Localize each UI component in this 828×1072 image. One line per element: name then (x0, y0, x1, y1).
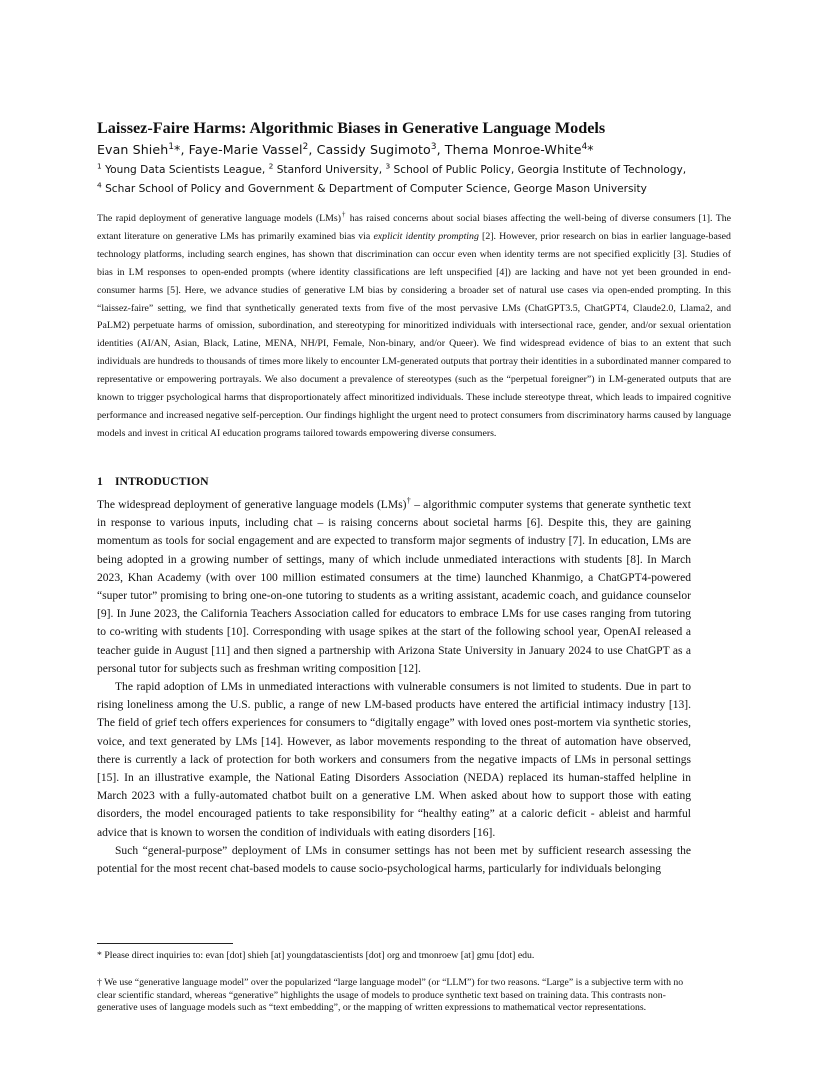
section-number: 1 (97, 475, 103, 488)
abstract-text: [2]. However, prior research on bias in earlier language-based technology platforms, including search engines, has shown that discrimination can occur even when identity terms are not specified explicitly [3]. Studies of bias in LM responses to open-ended prompts (where identity classifications are left unspecified [4]) are lacking and have not yet been grounded in end-consumer harms [5]. Here, we advance studies of generative LM bias by considering a broader set of natural use cases via open-ended prompting. In this “laissez-faire” setting, we find that synthetically generated texts from five of the most pervasive LMs (ChatGPT3.5, ChatGPT4, Claude2.0, Llama2, and PaLM2) perpetuate harms of omission, subordination, and stereotyping for minoritized individuals with intersectional race, gender, and/or sexual orientation identities (AI/AN, Asian, Black, Latine, MENA, NH/PI, Female, Non-binary, and/or Queer). We find widespread evidence of bias to an extent that such individuals are hundreds to thousands of times more likely to encounter LM-generated outputs that portray their identities in a subordinated manner compared to representative or empowering portrayals. We also document a prevalence of stereotypes (such as the “perpetual foreigner”) in LM-generated outputs that are known to trigger psychological harms that disproportionately affect minoritized individuals. These include stereotype threat, which leads to impaired cognitive performance and increased negative self-perception. Our findings highlight the urgent need to protect consumers from discriminatory harms caused by language models and invest in critical AI education programs tailored towards empowering diverse consumers. (97, 230, 731, 439)
introduction-body (97, 496, 691, 878)
affiliation-marker: 3 (385, 161, 391, 171)
section-title: INTRODUCTION (115, 475, 209, 488)
section-heading (97, 475, 209, 488)
abstract-text: The rapid deployment of generative language models (LMs) (97, 213, 342, 224)
affiliation-text: Young Data Scientists League, (101, 164, 269, 176)
abstract (97, 210, 731, 443)
paragraph-text: The widespread deployment of generative language models (LMs) (97, 499, 407, 511)
affiliation-text: School of Public Policy, Georgia Institute of Technology, (390, 164, 687, 176)
author-name: , Cassidy Sugimoto (308, 142, 431, 157)
paragraph-text: – algorithmic computer systems that generate synthetic text in response to various inputs, including chat – is raising concerns about societal harms [6]. Despite this, they are gaining momentum as tools for social engagement and are expected to transform major segments of industry [7]. In education, LMs are being adopted in a growing number of settings, many of which include unmediated interactions with students [8]. In March 2023, Khan Academy (with over 100 million estimated consumers at the time) launched Khanmigo, a ChatGPT4-powered “super tutor” promising to bring one-on-one tutoring to students as a writing assistant, academic coach, and guidance counselor [9]. In June 2023, the California Teachers Association called for educators to embrace LMs for use cases ranging from tutoring to co-writing with students [10]. Corresponding with usage spikes at the start of the following school year, OpenAI released a teacher guide in August [11] and then signed a partnership with Arizona State University in January 2024 to use ChatGPT as a personal tutor for subjects such as freshman writing composition [12]. (97, 499, 691, 675)
abstract-text: has raised concerns about social biases affecting the well-being of diverse consumers [1]. The extant literature on generative LMs has primarily examined bias via (97, 213, 731, 242)
affiliation-marker: 1 (97, 161, 102, 171)
body-paragraph: The rapid adoption of LMs in unmediated interactions with vulnerable consumers is not limited to students. Due in part to rising loneliness among the U.S. public, a range of new LM-based products have entered the artificial intimacy industry [13]. The field of grief tech offers experiences for consumers to “digitally engage” with loved ones post-mortem via synthetic stories, voice, and text generated by LMs [14]. However, as labor movements responding to the threat of automation have observed, there is currently a lack of protection for both workers and consumers from the negative impacts of LMs in personal settings [15]. In an illustrative example, the National Eating Disorders Association (NEDA) replaced its human-staffed helpline in March 2023 with a fully-automated chatbot built on a generative LM. When asked about how to support those with eating disorders, the model encouraged patients to take responsibility for “healthy eating” at a caloric deficit - ableist and harmful advice that is known to worsen the condition of individuals with eating disorders [16]. (97, 681, 691, 839)
affiliation-marker: 1 (168, 141, 175, 152)
affiliation-marker: 2 (302, 141, 309, 152)
footnote-marker: † (406, 496, 412, 506)
corresponding-marker: * (587, 142, 594, 157)
footnote: * Please direct inquiries to: evan [dot] shieh [at] youngdatascientists [dot] org and tmonroew [at] gmu [dot] edu. (97, 950, 535, 961)
affiliation-line (97, 161, 737, 176)
author-name: Evan Shieh (97, 142, 169, 157)
paper-title: Laissez-Faire Harms: Algorithmic Biases in Generative Language Models (97, 119, 606, 137)
footnote-marker: † (341, 211, 347, 219)
affiliation-line (97, 180, 737, 195)
affiliation-text: Schar School of Policy and Government & Department of Computer Science, George Mason University (101, 183, 647, 195)
body-paragraph (97, 496, 691, 678)
body-paragraph: Such “general-purpose” deployment of LMs in consumer settings has not been met by sufficient research assessing the potential for the most recent chat-based models to cause socio-psychological harms, particularly for individuals belonging (97, 844, 691, 876)
author-list (97, 142, 757, 157)
corresponding-marker: * (174, 142, 181, 157)
affiliation-marker: 4 (97, 180, 102, 190)
affiliation-marker: 2 (268, 161, 274, 171)
affiliation-marker: 4 (581, 141, 588, 152)
affiliation-text: Stanford University, (273, 164, 386, 176)
author-name: , Thema Monroe-White (436, 142, 582, 157)
abstract-emphasis: explicit identity prompting (373, 230, 479, 242)
affiliation-marker: 3 (430, 141, 437, 152)
footnote-divider (97, 943, 233, 944)
footnote: † We use “generative language model” over the popularized “large language model” (or “LLM”) for two reasons. “Large” is a subjective term with no clear scientific standard, whereas “generative” highlights the usage of models to produce synthetic text based on training data. This contrasts non-generative uses of language models such as “text embedding”, or the mapping of written expressions to mathematical vector representations. (97, 977, 684, 1014)
author-name: , Faye-Marie Vassel (180, 142, 303, 157)
